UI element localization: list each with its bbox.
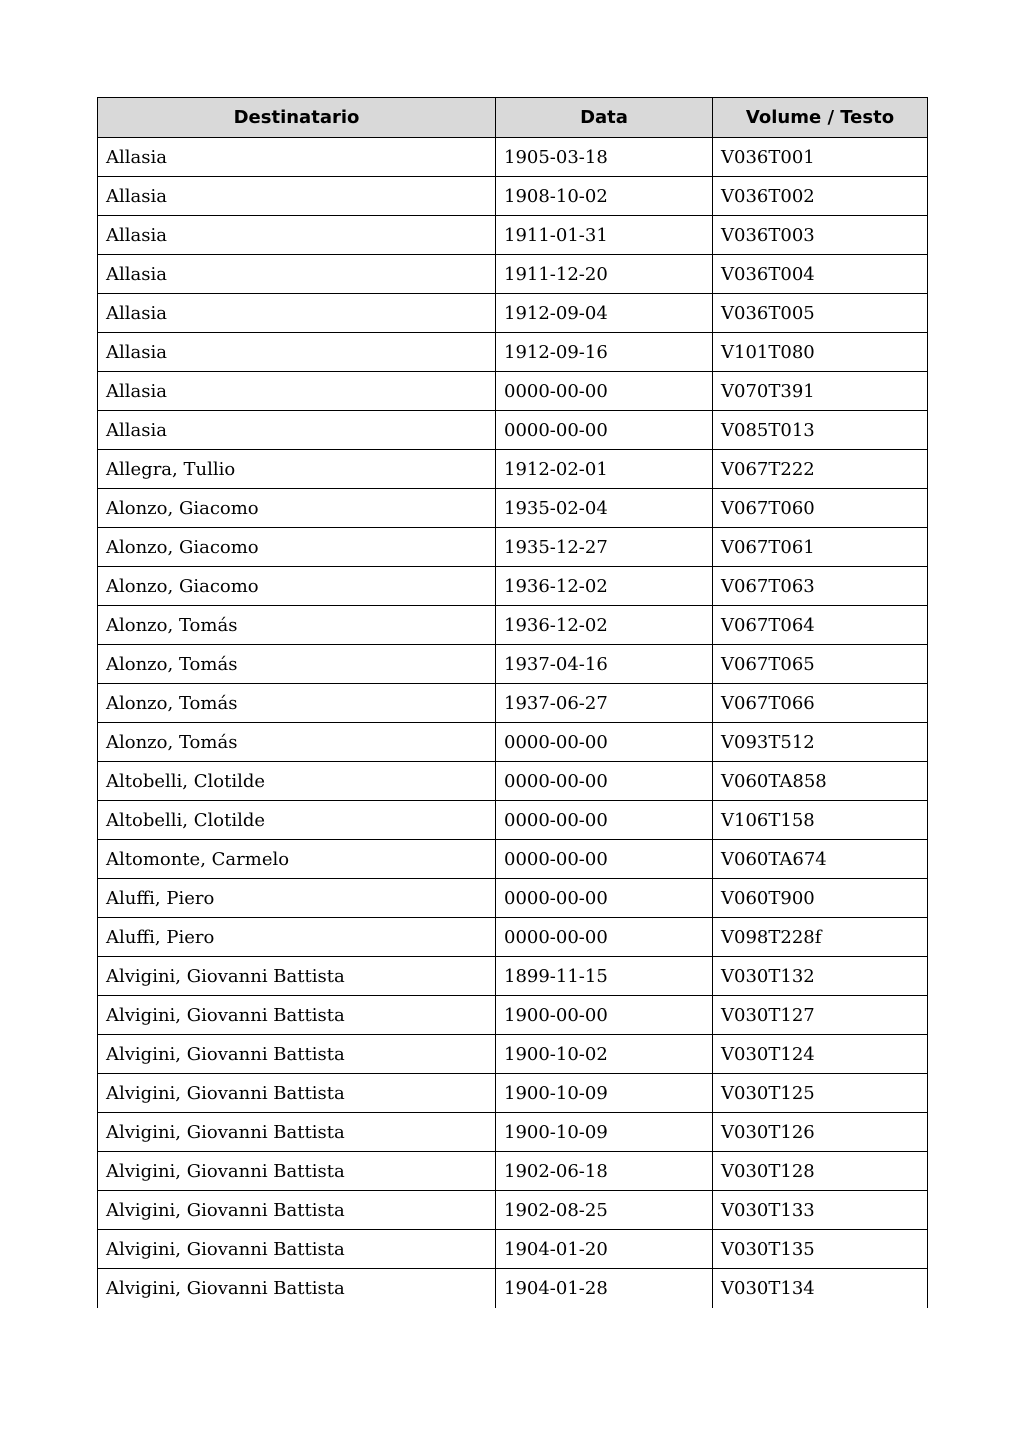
table-row <box>98 918 928 957</box>
cell-volume-testo: V093T512 <box>713 723 928 762</box>
cell-volume-testo: V085T013 <box>713 411 928 450</box>
table-row <box>98 255 928 294</box>
cell-volume-testo: V030T127 <box>713 996 928 1035</box>
cell-data: 1911-12-20 <box>496 255 713 294</box>
cell-destinatario: Allasia <box>98 216 496 255</box>
table-row <box>98 1230 928 1269</box>
cell-data: 0000-00-00 <box>496 723 713 762</box>
cell-data: 1935-02-04 <box>496 489 713 528</box>
cell-destinatario: Alonzo, Tomás <box>98 684 496 723</box>
cell-volume-testo: V030T133 <box>713 1191 928 1230</box>
cell-volume-testo: V036T005 <box>713 294 928 333</box>
cell-data: 1904-01-28 <box>496 1269 713 1308</box>
column-header-volume-testo: Volume / Testo <box>713 98 928 138</box>
table-row <box>98 372 928 411</box>
cell-destinatario: Alvigini, Giovanni Battista <box>98 1191 496 1230</box>
cell-volume-testo: V070T391 <box>713 372 928 411</box>
table-row <box>98 1152 928 1191</box>
cell-volume-testo: V030T134 <box>713 1269 928 1308</box>
cell-destinatario: Allasia <box>98 411 496 450</box>
cell-volume-testo: V060TA858 <box>713 762 928 801</box>
cell-data: 0000-00-00 <box>496 801 713 840</box>
table-row <box>98 723 928 762</box>
cell-data: 1912-09-16 <box>496 333 713 372</box>
cell-destinatario: Allasia <box>98 255 496 294</box>
table-row <box>98 528 928 567</box>
table-row <box>98 1035 928 1074</box>
table-row <box>98 333 928 372</box>
cell-destinatario: Alonzo, Tomás <box>98 645 496 684</box>
cell-volume-testo: V030T126 <box>713 1113 928 1152</box>
cell-data: 1905-03-18 <box>496 138 713 177</box>
cell-destinatario: Allegra, Tullio <box>98 450 496 489</box>
cell-destinatario: Allasia <box>98 138 496 177</box>
cell-data: 0000-00-00 <box>496 762 713 801</box>
cell-destinatario: Alvigini, Giovanni Battista <box>98 1035 496 1074</box>
cell-destinatario: Alvigini, Giovanni Battista <box>98 1074 496 1113</box>
column-header-data: Data <box>496 98 713 138</box>
cell-volume-testo: V098T228f <box>713 918 928 957</box>
cell-volume-testo: V067T066 <box>713 684 928 723</box>
table-row <box>98 567 928 606</box>
cell-destinatario: Aluffi, Piero <box>98 918 496 957</box>
cell-data: 0000-00-00 <box>496 840 713 879</box>
cell-volume-testo: V036T003 <box>713 216 928 255</box>
cell-data: 1899-11-15 <box>496 957 713 996</box>
cell-data: 1902-08-25 <box>496 1191 713 1230</box>
cell-volume-testo: V067T064 <box>713 606 928 645</box>
cell-destinatario: Allasia <box>98 333 496 372</box>
cell-volume-testo: V101T080 <box>713 333 928 372</box>
table-row <box>98 216 928 255</box>
cell-destinatario: Alonzo, Giacomo <box>98 567 496 606</box>
cell-data: 1911-01-31 <box>496 216 713 255</box>
table-row <box>98 879 928 918</box>
cell-volume-testo: V030T132 <box>713 957 928 996</box>
cell-destinatario: Altobelli, Clotilde <box>98 762 496 801</box>
cell-destinatario: Alvigini, Giovanni Battista <box>98 1230 496 1269</box>
cell-data: 1912-02-01 <box>496 450 713 489</box>
cell-data: 1912-09-04 <box>496 294 713 333</box>
cell-destinatario: Alonzo, Tomás <box>98 606 496 645</box>
cell-volume-testo: V036T001 <box>713 138 928 177</box>
cell-volume-testo: V036T002 <box>713 177 928 216</box>
table-header <box>98 98 928 138</box>
table-row <box>98 606 928 645</box>
cell-destinatario: Alonzo, Giacomo <box>98 489 496 528</box>
correspondence-table <box>97 97 928 1308</box>
cell-data: 1900-10-09 <box>496 1074 713 1113</box>
cell-volume-testo: V030T135 <box>713 1230 928 1269</box>
table-row <box>98 1113 928 1152</box>
table-row <box>98 450 928 489</box>
table-row <box>98 489 928 528</box>
cell-volume-testo: V030T128 <box>713 1152 928 1191</box>
cell-data: 1936-12-02 <box>496 567 713 606</box>
table-row <box>98 411 928 450</box>
cell-data: 1904-01-20 <box>496 1230 713 1269</box>
cell-data: 0000-00-00 <box>496 411 713 450</box>
cell-volume-testo: V030T124 <box>713 1035 928 1074</box>
table-row <box>98 138 928 177</box>
table-row <box>98 996 928 1035</box>
table-row <box>98 840 928 879</box>
cell-destinatario: Alvigini, Giovanni Battista <box>98 1113 496 1152</box>
table-row <box>98 294 928 333</box>
cell-data: 1935-12-27 <box>496 528 713 567</box>
cell-destinatario: Alvigini, Giovanni Battista <box>98 1269 496 1308</box>
table-row <box>98 762 928 801</box>
table-row <box>98 177 928 216</box>
cell-destinatario: Alonzo, Tomás <box>98 723 496 762</box>
cell-volume-testo: V067T065 <box>713 645 928 684</box>
table-row <box>98 957 928 996</box>
cell-destinatario: Alvigini, Giovanni Battista <box>98 957 496 996</box>
cell-data: 0000-00-00 <box>496 918 713 957</box>
table-row <box>98 645 928 684</box>
cell-volume-testo: V060TA674 <box>713 840 928 879</box>
cell-destinatario: Aluffi, Piero <box>98 879 496 918</box>
header-row <box>98 98 928 138</box>
cell-data: 0000-00-00 <box>496 372 713 411</box>
cell-data: 1900-10-02 <box>496 1035 713 1074</box>
column-header-destinatario: Destinatario <box>98 98 496 138</box>
table-row <box>98 1074 928 1113</box>
table-row <box>98 801 928 840</box>
cell-volume-testo: V067T222 <box>713 450 928 489</box>
cell-destinatario: Alvigini, Giovanni Battista <box>98 996 496 1035</box>
cell-data: 1937-04-16 <box>496 645 713 684</box>
cell-destinatario: Alonzo, Giacomo <box>98 528 496 567</box>
cell-destinatario: Alvigini, Giovanni Battista <box>98 1152 496 1191</box>
cell-data: 0000-00-00 <box>496 879 713 918</box>
cell-volume-testo: V036T004 <box>713 255 928 294</box>
cell-data: 1936-12-02 <box>496 606 713 645</box>
table-body <box>98 138 928 1308</box>
cell-volume-testo: V030T125 <box>713 1074 928 1113</box>
table-row <box>98 1269 928 1308</box>
cell-destinatario: Allasia <box>98 372 496 411</box>
cell-destinatario: Allasia <box>98 294 496 333</box>
cell-destinatario: Altomonte, Carmelo <box>98 840 496 879</box>
cell-volume-testo: V067T061 <box>713 528 928 567</box>
cell-data: 1900-10-09 <box>496 1113 713 1152</box>
cell-data: 1902-06-18 <box>496 1152 713 1191</box>
cell-destinatario: Allasia <box>98 177 496 216</box>
cell-volume-testo: V067T060 <box>713 489 928 528</box>
cell-volume-testo: V067T063 <box>713 567 928 606</box>
cell-volume-testo: V106T158 <box>713 801 928 840</box>
table-row <box>98 1191 928 1230</box>
cell-data: 1937-06-27 <box>496 684 713 723</box>
cell-data: 1908-10-02 <box>496 177 713 216</box>
table-row <box>98 684 928 723</box>
cell-destinatario: Altobelli, Clotilde <box>98 801 496 840</box>
cell-volume-testo: V060T900 <box>713 879 928 918</box>
cell-data: 1900-00-00 <box>496 996 713 1035</box>
